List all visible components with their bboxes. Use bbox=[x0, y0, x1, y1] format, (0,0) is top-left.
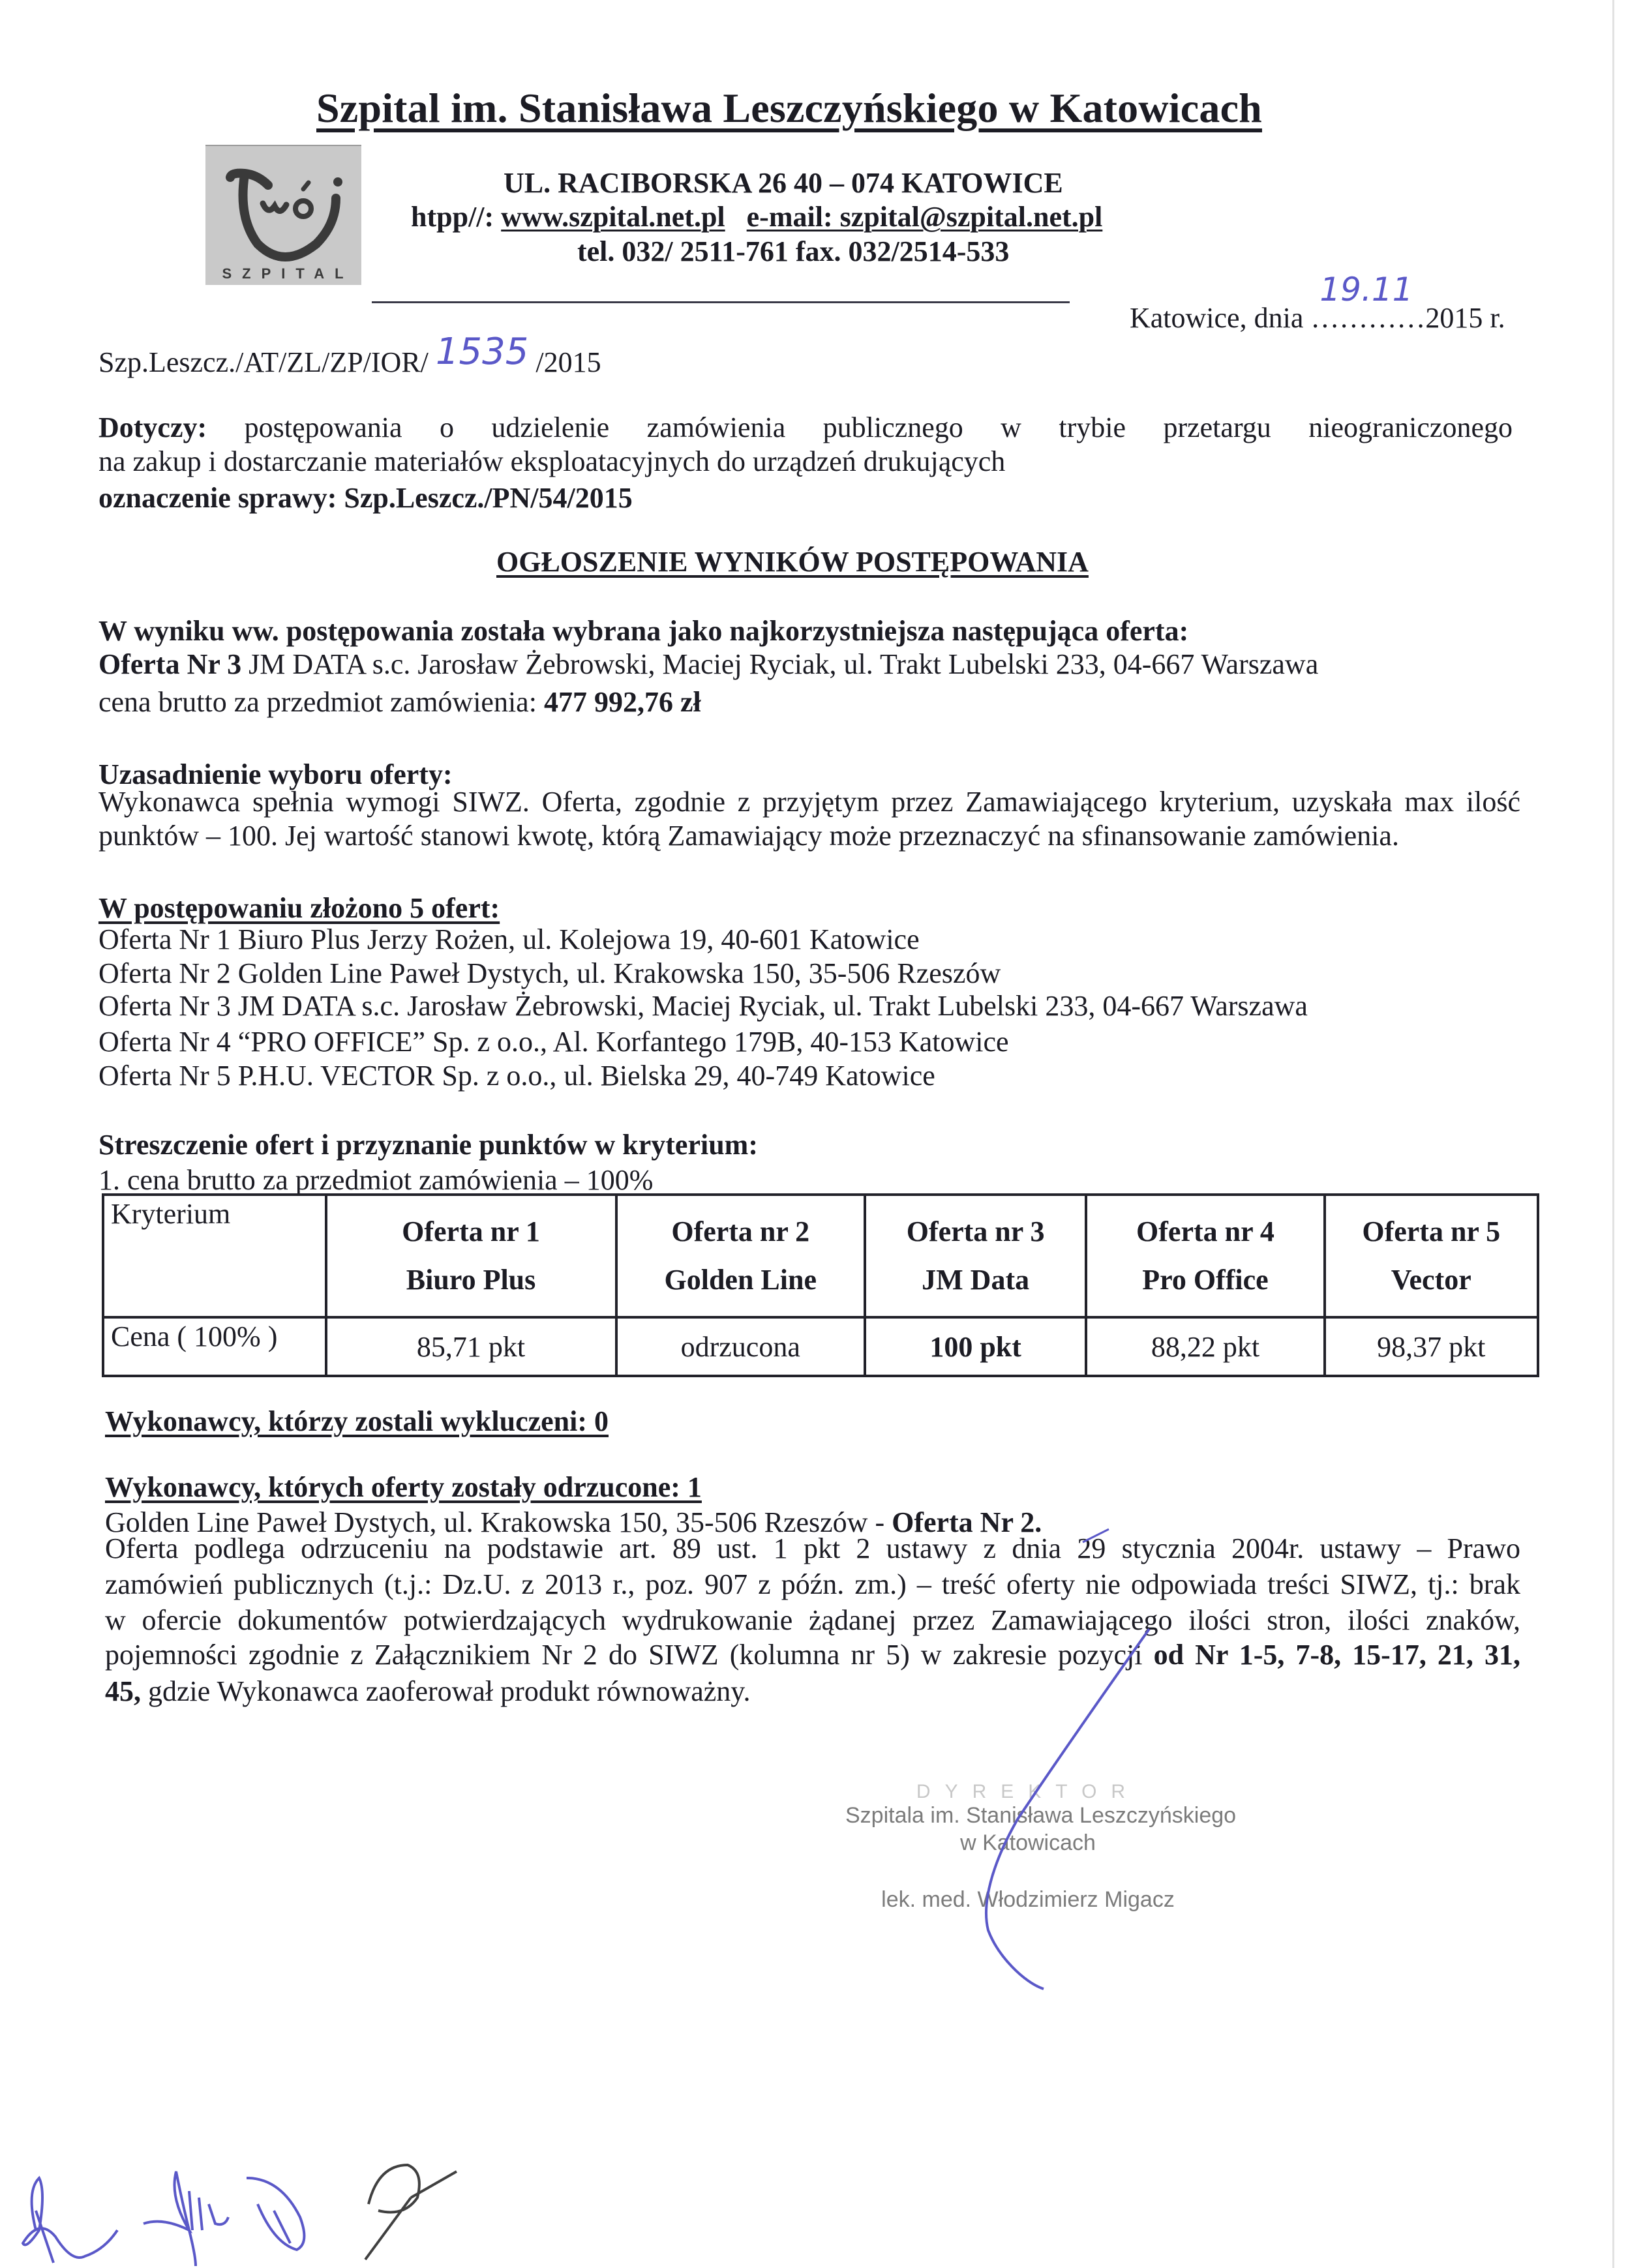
justification-line1-text: Wykonawca spełnia wymogi SIWZ. Oferta, zgodnie z przyjętym przez Zamawiającego kryterium, uzyskała max ilość bbox=[98, 786, 1520, 818]
scoring-criterion: 1. cena brutto za przedmiot zamówienia – 100% bbox=[98, 1164, 654, 1196]
justification-line2: punktów – 100. Jej wartość stanowi kwotę, którą Zamawiający może przeznaczyć na sfinansowanie zamówienia. bbox=[98, 820, 1399, 852]
column-offer: Oferta nr 2 bbox=[671, 1216, 810, 1247]
logo-label: SZPITAL bbox=[222, 265, 354, 282]
subject-line2: na zakup i dostarczanie materiałów eksploatacyjnych do urządzeń drukujących bbox=[98, 445, 1006, 477]
offers-heading: W postępowaniu złożono 5 ofert: bbox=[98, 892, 500, 924]
rejected-reason-text: Oferta podlega odrzuceniu na podstawie art. 89 ust. 1 pkt 2 ustawy z dnia 29 stycznia 2004r. ustawy – Prawo bbox=[105, 1532, 1520, 1564]
offer-list-item: Oferta Nr 5 P.H.U. VECTOR Sp. z o.o., ul. Bielska 29, 40-749 Katowice bbox=[98, 1060, 935, 1092]
column-name: Biuro Plus bbox=[406, 1264, 536, 1296]
rejected-reason-plain: gdzie Wykonawca zaoferował produkt równoważny. bbox=[141, 1675, 751, 1707]
subject-text: postępowania o udzielenie zamówienia publicznego w trybie przetargu nieograniczonego bbox=[207, 411, 1513, 443]
date-suffix: 2015 r. bbox=[1425, 302, 1505, 334]
subject-label: Dotyczy: bbox=[98, 411, 207, 443]
rejected-reason-plain: pojemności zgodnie z Załącznikiem Nr 2 do SIWZ (kolumna nr 5) w zakresie pozycji bbox=[105, 1639, 1154, 1671]
table-corner-header: Kryterium bbox=[103, 1195, 326, 1317]
committee-signatures bbox=[23, 2165, 457, 2266]
winner-offer-text: JM DATA s.c. Jarosław Żebrowski, Maciej Ryciak, ul. Trakt Lubelski 233, 04-667 Warszawa bbox=[241, 648, 1319, 680]
reference-suffix: /2015 bbox=[528, 346, 601, 378]
scoring-heading: Streszczenie ofert i przyznanie punktów w kryterium: bbox=[98, 1129, 758, 1161]
rejected-reason-text: zamówień publicznych (t.j.: Dz.U. z 2013 r., poz. 907 z późn. zm.) – treść oferty nie odpowiada treści SIWZ, tj.: brak bbox=[105, 1568, 1520, 1600]
offer-list-item: Oferta Nr 1 Biuro Plus Jerzy Rożen, ul. Kolejowa 19, 40-601 Katowice bbox=[98, 923, 920, 955]
case-reference: oznaczenie sprawy: Szp.Leszcz./PN/54/2015 bbox=[98, 482, 633, 514]
stamp-signatory: lek. med. Włodzimierz Migacz bbox=[881, 1887, 1175, 1912]
column-name: Golden Line bbox=[664, 1264, 817, 1296]
rejected-heading: Wykonawcy, których oferty zostały odrzucone: 1 bbox=[105, 1471, 702, 1503]
date-dots: ………… bbox=[1310, 302, 1426, 334]
stamp-title: DYREKTOR bbox=[916, 1781, 1140, 1802]
phone-fax: tel. 032/ 2511-761 fax. 032/2514-533 bbox=[577, 235, 1010, 267]
email-link[interactable]: e-mail: szpital@szpital.net.pl bbox=[746, 201, 1103, 233]
web-prefix: htpp//: bbox=[411, 201, 502, 233]
reference-prefix: Szp.Leszcz./AT/ZL/ZP/IOR/ bbox=[98, 346, 436, 378]
slash-mark bbox=[1083, 1529, 1109, 1542]
column-offer: Oferta nr 3 bbox=[906, 1216, 1045, 1247]
offer-list-item: Oferta Nr 4 “PRO OFFICE” Sp. z o.o., Al. Korfantego 179B, 40-153 Katowice bbox=[98, 1026, 1009, 1058]
excluded-heading: Wykonawcy, którzy zostali wykluczeni: 0 bbox=[105, 1405, 609, 1437]
rejected-entity-offer: Oferta Nr 2. bbox=[892, 1506, 1042, 1538]
column-offer: Oferta nr 4 bbox=[1136, 1216, 1274, 1247]
date-prefix: Katowice, dnia bbox=[1130, 302, 1311, 334]
column-offer: Oferta nr 1 bbox=[402, 1216, 540, 1247]
offer-list-item: Oferta Nr 2 Golden Line Paweł Dystych, ul. Krakowska 150, 35-506 Rzeszów bbox=[98, 957, 1001, 989]
score-cell: odrzucona bbox=[616, 1317, 865, 1376]
score-cell: 85,71 pkt bbox=[326, 1317, 616, 1376]
column-offer: Oferta nr 5 bbox=[1362, 1216, 1501, 1247]
hospital-address: UL. RACIBORSKA 26 40 – 074 KATOWICE bbox=[504, 167, 1063, 199]
signature-2 bbox=[143, 2171, 228, 2266]
winner-heading: W wyniku ww. postępowania została wybrana jako najkorzystniejsza następująca oferta: bbox=[98, 615, 1189, 647]
stamp-line2: w Katowicach bbox=[960, 1830, 1096, 1855]
signature-3 bbox=[247, 2178, 304, 2250]
rejected-reason-bold: 45, bbox=[105, 1675, 141, 1707]
signature-1 bbox=[23, 2178, 117, 2263]
rejected-reason-text: w ofercie dokumentów potwierdzających wydrukowanie żądanej przez Zamawiającego ilości stron, ilości znaków, bbox=[105, 1604, 1520, 1636]
offer-list-item: Oferta Nr 3 JM DATA s.c. Jarosław Żebrowski, Maciej Ryciak, ul. Trakt Lubelski 233, 04-667 Warszawa bbox=[98, 990, 1308, 1022]
column-name: JM Data bbox=[922, 1264, 1030, 1296]
stamp-line1: Szpitala im. Stanisława Leszczyńskiego bbox=[845, 1803, 1237, 1828]
website-link[interactable]: www.szpital.net.pl bbox=[501, 201, 725, 233]
director-signature-stroke bbox=[986, 1629, 1149, 1989]
announcement-title: OGŁOSZENIE WYNIKÓW POSTĘPOWANIA bbox=[496, 546, 1089, 578]
signature-4 bbox=[365, 2165, 457, 2260]
justification-heading: Uzasadnienie wyboru oferty: bbox=[98, 758, 453, 790]
column-name: Pro Office bbox=[1142, 1264, 1269, 1296]
score-cell: 88,22 pkt bbox=[1086, 1317, 1324, 1376]
handwritten-reference: 1535 bbox=[435, 331, 529, 373]
winner-price-value: 477 992,76 zł bbox=[543, 686, 701, 718]
score-cell: 98,37 pkt bbox=[1325, 1317, 1538, 1376]
score-cell-winner: 100 pkt bbox=[865, 1317, 1086, 1376]
row-label: Cena ( 100% ) bbox=[103, 1317, 326, 1376]
institution-title: Szpital im. Stanisława Leszczyńskiego w Katowicach bbox=[316, 85, 1262, 131]
winner-offer-label: Oferta Nr 3 bbox=[98, 648, 242, 680]
handwritten-date: 19.11 bbox=[1319, 271, 1413, 308]
column-name: Vector bbox=[1391, 1264, 1471, 1296]
winner-price-label: cena brutto za przedmiot zamówienia: bbox=[98, 686, 544, 718]
rejected-entity-text: Golden Line Paweł Dystych, ul. Krakowska 150, 35-506 Rzeszów - bbox=[105, 1506, 892, 1538]
rejected-reason-bold: od Nr 1-5, 7-8, 15-17, 21, 31, bbox=[1153, 1639, 1521, 1671]
